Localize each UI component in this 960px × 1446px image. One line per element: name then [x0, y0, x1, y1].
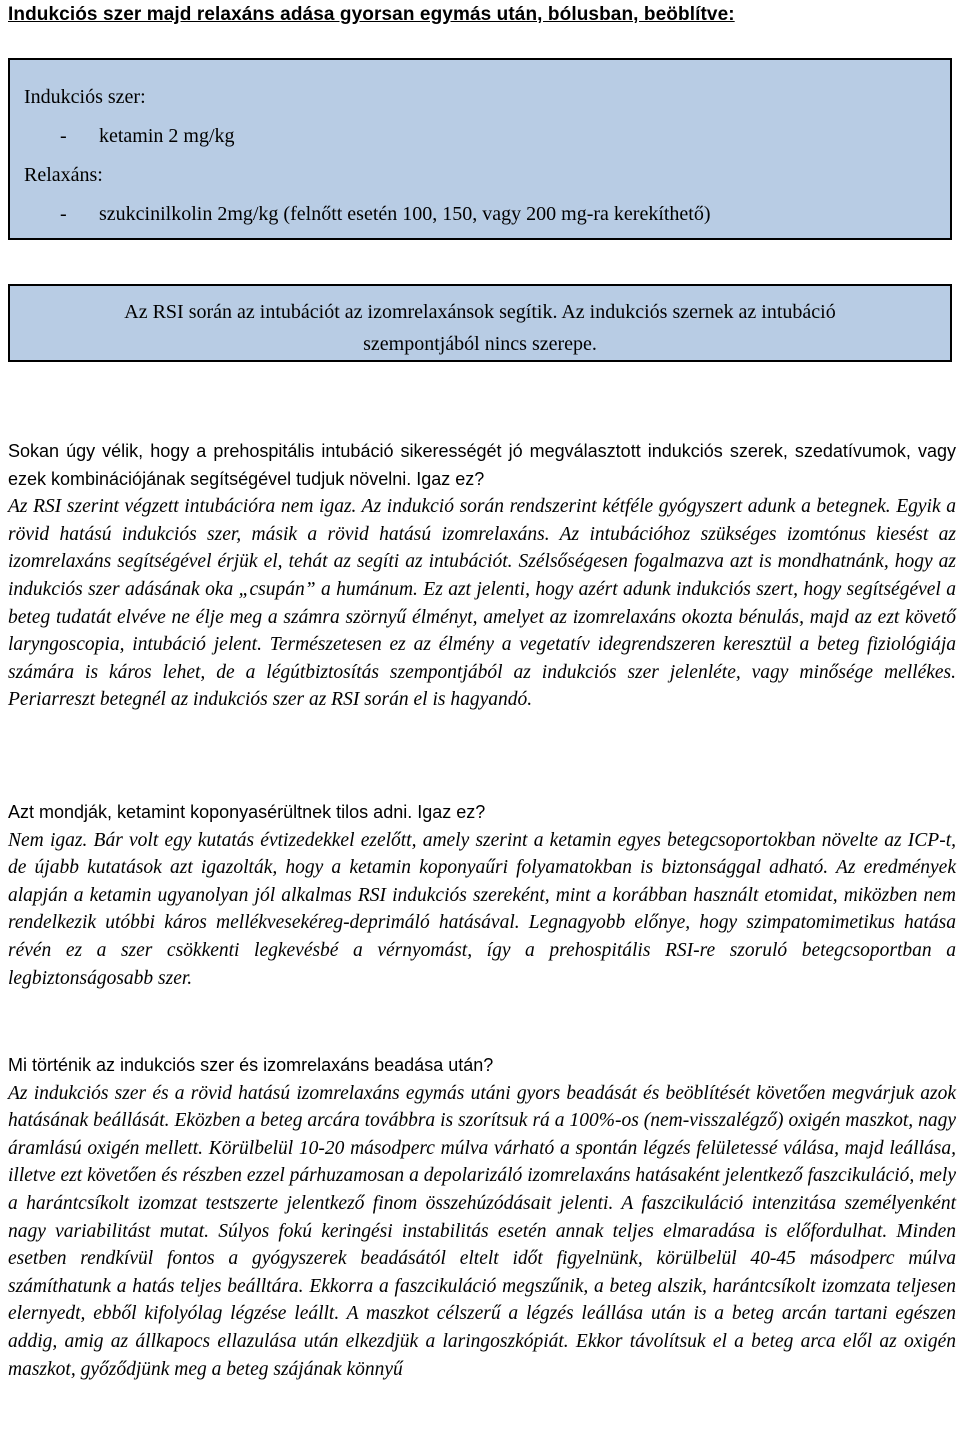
- drug-dosage-box: [8, 58, 952, 240]
- faq-answer-1: Az RSI szerint végzett intubációra nem igaz. Az indukció során rendszerint kétféle gyógyszert adunk a betegnek. Egyik a rövid hatású indukciós szer, másik a rövid hatású izomrelaxáns. Az intubációhoz szükséges izomtónus kiesést az izomrelaxáns segítségével érjük el, tehát az segíti az intubációt. Szélsőségesen fogalmazva azt is mondhatnánk, hogy az indukciós szer adásának oka „csupán” a humánum. Ez azt jelenti, hogy azért adunk indukciós szert, hogy segítségével a beteg tudatát elvéve ne élje meg a számra szörnyű élményt, amelyet az izomrelaxáns okozta bénulás, majd az ezt követő laryngoscopia, intubáció jelent. Természetesen ez az élmény a vegetatív idegrendszeren keresztül a beteg fiziológiája számára is káros lehet, de a légútbiztosítás szempontjából az indukciós szer jelenléte, vagy minősége mellékes. Periarreszt betegnél az indukciós szer az RSI során el is hagyandó.: [8, 496, 956, 711]
- faq-answer-2: Nem igaz. Bár volt egy kutatás évtizedekkel ezelőtt, amely szerint a ketamin egyes betegcsoportokban növelte az ICP-t, de újabb kutatások azt igazolták, hogy a ketamin koponyaűri folyamatokban is biztonsággal adható. Az eredmények alapján a ketamin ugyanolyan jól alkalmas RSI indukciós szereként, mint a korábban használt etomidat, miközben nem rendelkezik utóbbi káros mellékvesekéreg-deprimáló hatásával. Legnagyobb előnye, hogy szimpatomimetikus hatása révén ez a szer csökkenti legkevésbé a vérnyomást, így a prehospitális RSI-re szoruló betegcsoportban a legbiztonságosabb szer.: [8, 829, 956, 989]
- faq-question-1: Sokan úgy vélik, hogy a prehospitális intubáció sikerességét jó megválasztott indukciós szerek, szedatívumok, vagy ezek kombinációjának segítségével tudjuk növelni. Igaz ez?: [8, 441, 956, 489]
- faq-section-3: [8, 1052, 956, 1383]
- induction-label: Indukciós szer:: [24, 86, 146, 108]
- bullet-dash: -: [60, 125, 67, 147]
- relaxant-item-text: szukcinilkolin 2mg/kg (felnőtt esetén 100, 150, vagy 200 mg-ra kerekíthető): [99, 203, 711, 225]
- faq-question-3: Mi történik az indukciós szer és izomrelaxáns beadása után?: [8, 1055, 494, 1075]
- rsi-note-box: [8, 284, 952, 362]
- relaxant-label: Relaxáns:: [24, 164, 103, 186]
- note-line-1: Az RSI során az intubációt az izomrelaxánsok segítik. Az indukciós szernek az intubáció: [124, 301, 836, 323]
- bullet-dash: -: [60, 203, 67, 225]
- faq-question-2: Azt mondják, ketamint koponyasérültnek tilos adni. Igaz ez?: [8, 802, 486, 822]
- faq-answer-3: Az indukciós szer és a rövid hatású izomrelaxáns egymás utáni gyors beadását és beöblítését követően megvárjuk azok hatásának beállását. Eközben a beteg arcára továbbra is szorítsuk rá a 100%-os (nem-visszalégző) oxigén maszkot, nagy áramlású oxigén mellett. Körülbelül 10-20 másodperc múlva várható a spontán légzés felületessé válása, majd leállása, illetve ezt követően és részben ezzel párhuzamosan a depolarizáló izomrelaxáns hatásaként jelentkező faszcikuláció, mely a harántcsíkolt izomzat testszerte jelentkező finom összehúzódásait jelenti. A faszcikuláció intenzitása személyenként nagy variabilitást mutat. Súlyos fokú keringési instabilitás esetén annak teljes elmaradása is előfordulhat. Minden esetben rendkívül fontos a gyógyszerek beadásától eltelt időt figyelnünk, körülbelül 40-45 másodperc múlva számíthatunk a hatás teljes beálltára. Ekkorra a faszcikuláció megszűnik, a beteg alszik, harántcsíkolt izomzata teljesen elernyedt, ebből kifolyólag légzése leállt. A maszkot célszerű a légzés leállása után is a beteg arcán tartani egészen addig, amig az állkapocs ellazulása után elkezdjük a laringoszkópiát. Ekkor távolítsuk el a beteg arca elől az oxigén maszkot, győződjünk meg a beteg szájának könnyű: [8, 1082, 956, 1380]
- induction-item: [24, 117, 950, 156]
- faq-section-1: [8, 438, 956, 714]
- relaxant-item: [24, 195, 950, 234]
- induction-item-text: ketamin 2 mg/kg: [99, 125, 235, 147]
- note-line-2: szempontjából nincs szerepe.: [363, 333, 597, 355]
- faq-section-2: [8, 799, 956, 992]
- page-heading: Indukciós szer majd relaxáns adása gyorsan egymás után, bólusban, beöblítve:: [8, 4, 735, 25]
